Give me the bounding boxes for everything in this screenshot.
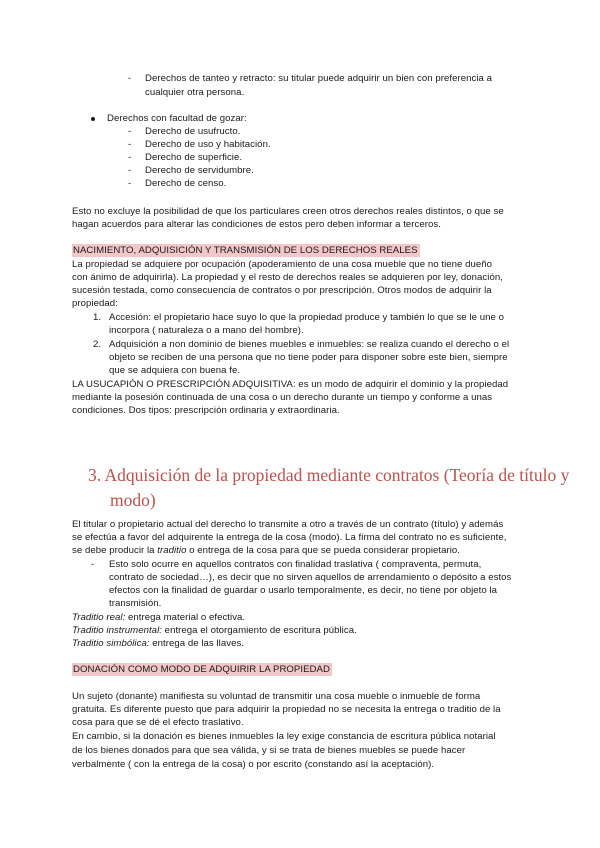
paragraph-line: gratuita. Es diferente puesto que para adquirir la propiedad no se necesita la entrega o traditio de la bbox=[72, 704, 501, 715]
list-dash: - bbox=[128, 126, 132, 137]
section-title: DONACIÓN COMO MODO DE ADQUIRIR LA PROPIEDAD bbox=[73, 664, 330, 675]
paragraph-line: hagan acuerdos para alterar las condiciones de estos pero deben informar a terceros. bbox=[72, 219, 441, 230]
section-heading: modo) bbox=[110, 490, 156, 510]
paragraph-line: con ánimo de adquirirla). La propiedad y el resto de derechos reales se adquieren por ley, donación, bbox=[72, 272, 503, 283]
numbered-item-text: Accesión: el propietario hace suyo lo que la propiedad produce y también lo que se le une o bbox=[109, 312, 504, 323]
list-number: 1. bbox=[93, 312, 102, 323]
list-item: Derecho de uso y habitación. bbox=[145, 139, 271, 150]
list-item-text: Derechos de tanteo y retracto: su titular puede adquirir un bien con preferencia a bbox=[145, 73, 493, 84]
list-item-text: contrato de sociedad…), es decir que no sirven aquellos de arrendamiento o depósito a estos bbox=[109, 572, 512, 583]
paragraph-line: mediante la posesión continuada de una cosa o un derecho durante un tiempo y conforme a unas bbox=[72, 392, 493, 403]
numbered-item-text: objeto se reciben de una persona que no tiene poder para disponer sobre este bien, siempre bbox=[109, 352, 508, 363]
paragraph-line: se debe producir la traditio o entrega de la cosa para que se pueda considerar propietario. bbox=[72, 545, 461, 556]
list-number: 2. bbox=[93, 339, 102, 350]
paragraph-line: Un sujeto (donante) manifiesta su voluntad de transmitir una cosa mueble o inmueble de forma bbox=[72, 691, 481, 702]
paragraph-line: sucesión testada, como consecuencia de contratos o por prescripción. Otros modos de adquirir la bbox=[72, 285, 492, 296]
paragraph-line: En cambio, si la donación es bienes inmuebles la ley exige constancia de escritura pública notarial bbox=[72, 731, 496, 742]
list-item: Derecho de censo. bbox=[145, 178, 227, 189]
list-dash: - bbox=[128, 178, 132, 189]
list-dash: - bbox=[91, 559, 95, 570]
list-item-text: transmisión. bbox=[109, 598, 162, 609]
paragraph-line: La propiedad se adquiere por ocupación (apoderamiento de una cosa mueble que no tiene dueño bbox=[72, 259, 493, 270]
list-dash: - bbox=[128, 165, 132, 176]
numbered-item-text: incorpora ( naturaleza o a mano del hombre). bbox=[109, 325, 304, 336]
list-dash: - bbox=[128, 73, 132, 84]
list-item: Derecho de superficie. bbox=[145, 152, 243, 163]
traditio-line: Traditio instrumental: entrega el otorgamiento de escritura pública. bbox=[72, 625, 357, 636]
paragraph-line: cosa para que se dé el efecto traslativo. bbox=[72, 717, 244, 728]
list-item-text: Esto solo ocurre en aquellos contratos con finalidad traslativa ( compraventa, permuta, bbox=[109, 559, 482, 570]
list-item-text: efectos con la finalidad de guardar o usarlo temporalmente, es decir, no tiene por objeto la bbox=[109, 585, 498, 596]
section-title: NACIMIENTO, ADQUISICIÓN Y TRANSMISIÓN DE LOS DERECHOS REALES bbox=[73, 245, 418, 256]
paragraph-line: El titular o propietario actual del derecho lo transmite a otro a través de un contrato (título) y además bbox=[72, 519, 504, 530]
numbered-item-text: que se adquiera con buena fe. bbox=[109, 365, 241, 376]
traditio-line: Traditio real: entrega material o efectiva. bbox=[72, 612, 246, 623]
paragraph-line: Esto no excluye la posibilidad de que los particulares creen otros derechos reales distintos, o que se bbox=[72, 206, 504, 217]
list-dash: - bbox=[128, 139, 132, 150]
numbered-item-text: Adquisición a non dominio de bienes muebles e inmuebles: se realiza cuando el derecho o el bbox=[109, 339, 510, 350]
list-item-text: cualquier otra persona. bbox=[145, 87, 245, 98]
list-item: Derecho de servidumbre. bbox=[145, 165, 254, 176]
section-heading: 3. Adquisición de la propiedad mediante contratos (Teoría de título y bbox=[88, 465, 570, 485]
list-label: Derechos con facultad de gozar: bbox=[107, 113, 247, 124]
list-item: Derecho de usufructo. bbox=[145, 126, 241, 137]
paragraph-line: LA USUCAPIÓN O PRESCRIPCIÓN ADQUISITIVA: es un modo de adquirir el dominio y la propiedad bbox=[72, 379, 509, 390]
list-dash: - bbox=[128, 152, 132, 163]
paragraph-line: verbalmente ( con la entrega de la cosa) o por escrito (constando así la aceptación). bbox=[72, 759, 435, 770]
bullet-icon bbox=[91, 117, 95, 121]
paragraph-line: se efectúa a favor del adquirente la entrega de la cosa (modo). La firma del contrato no es suficiente, bbox=[72, 532, 507, 543]
paragraph-line: condiciones. Dos tipos: prescripción ordinaria y extraordinaria. bbox=[72, 405, 340, 416]
traditio-line: Traditio simbólica: entrega de las llaves. bbox=[72, 638, 245, 649]
paragraph-line: de los bienes donados para que sea válida, y si se trata de bienes muebles se puede hacer bbox=[72, 745, 466, 756]
paragraph-line: propiedad: bbox=[72, 298, 118, 309]
